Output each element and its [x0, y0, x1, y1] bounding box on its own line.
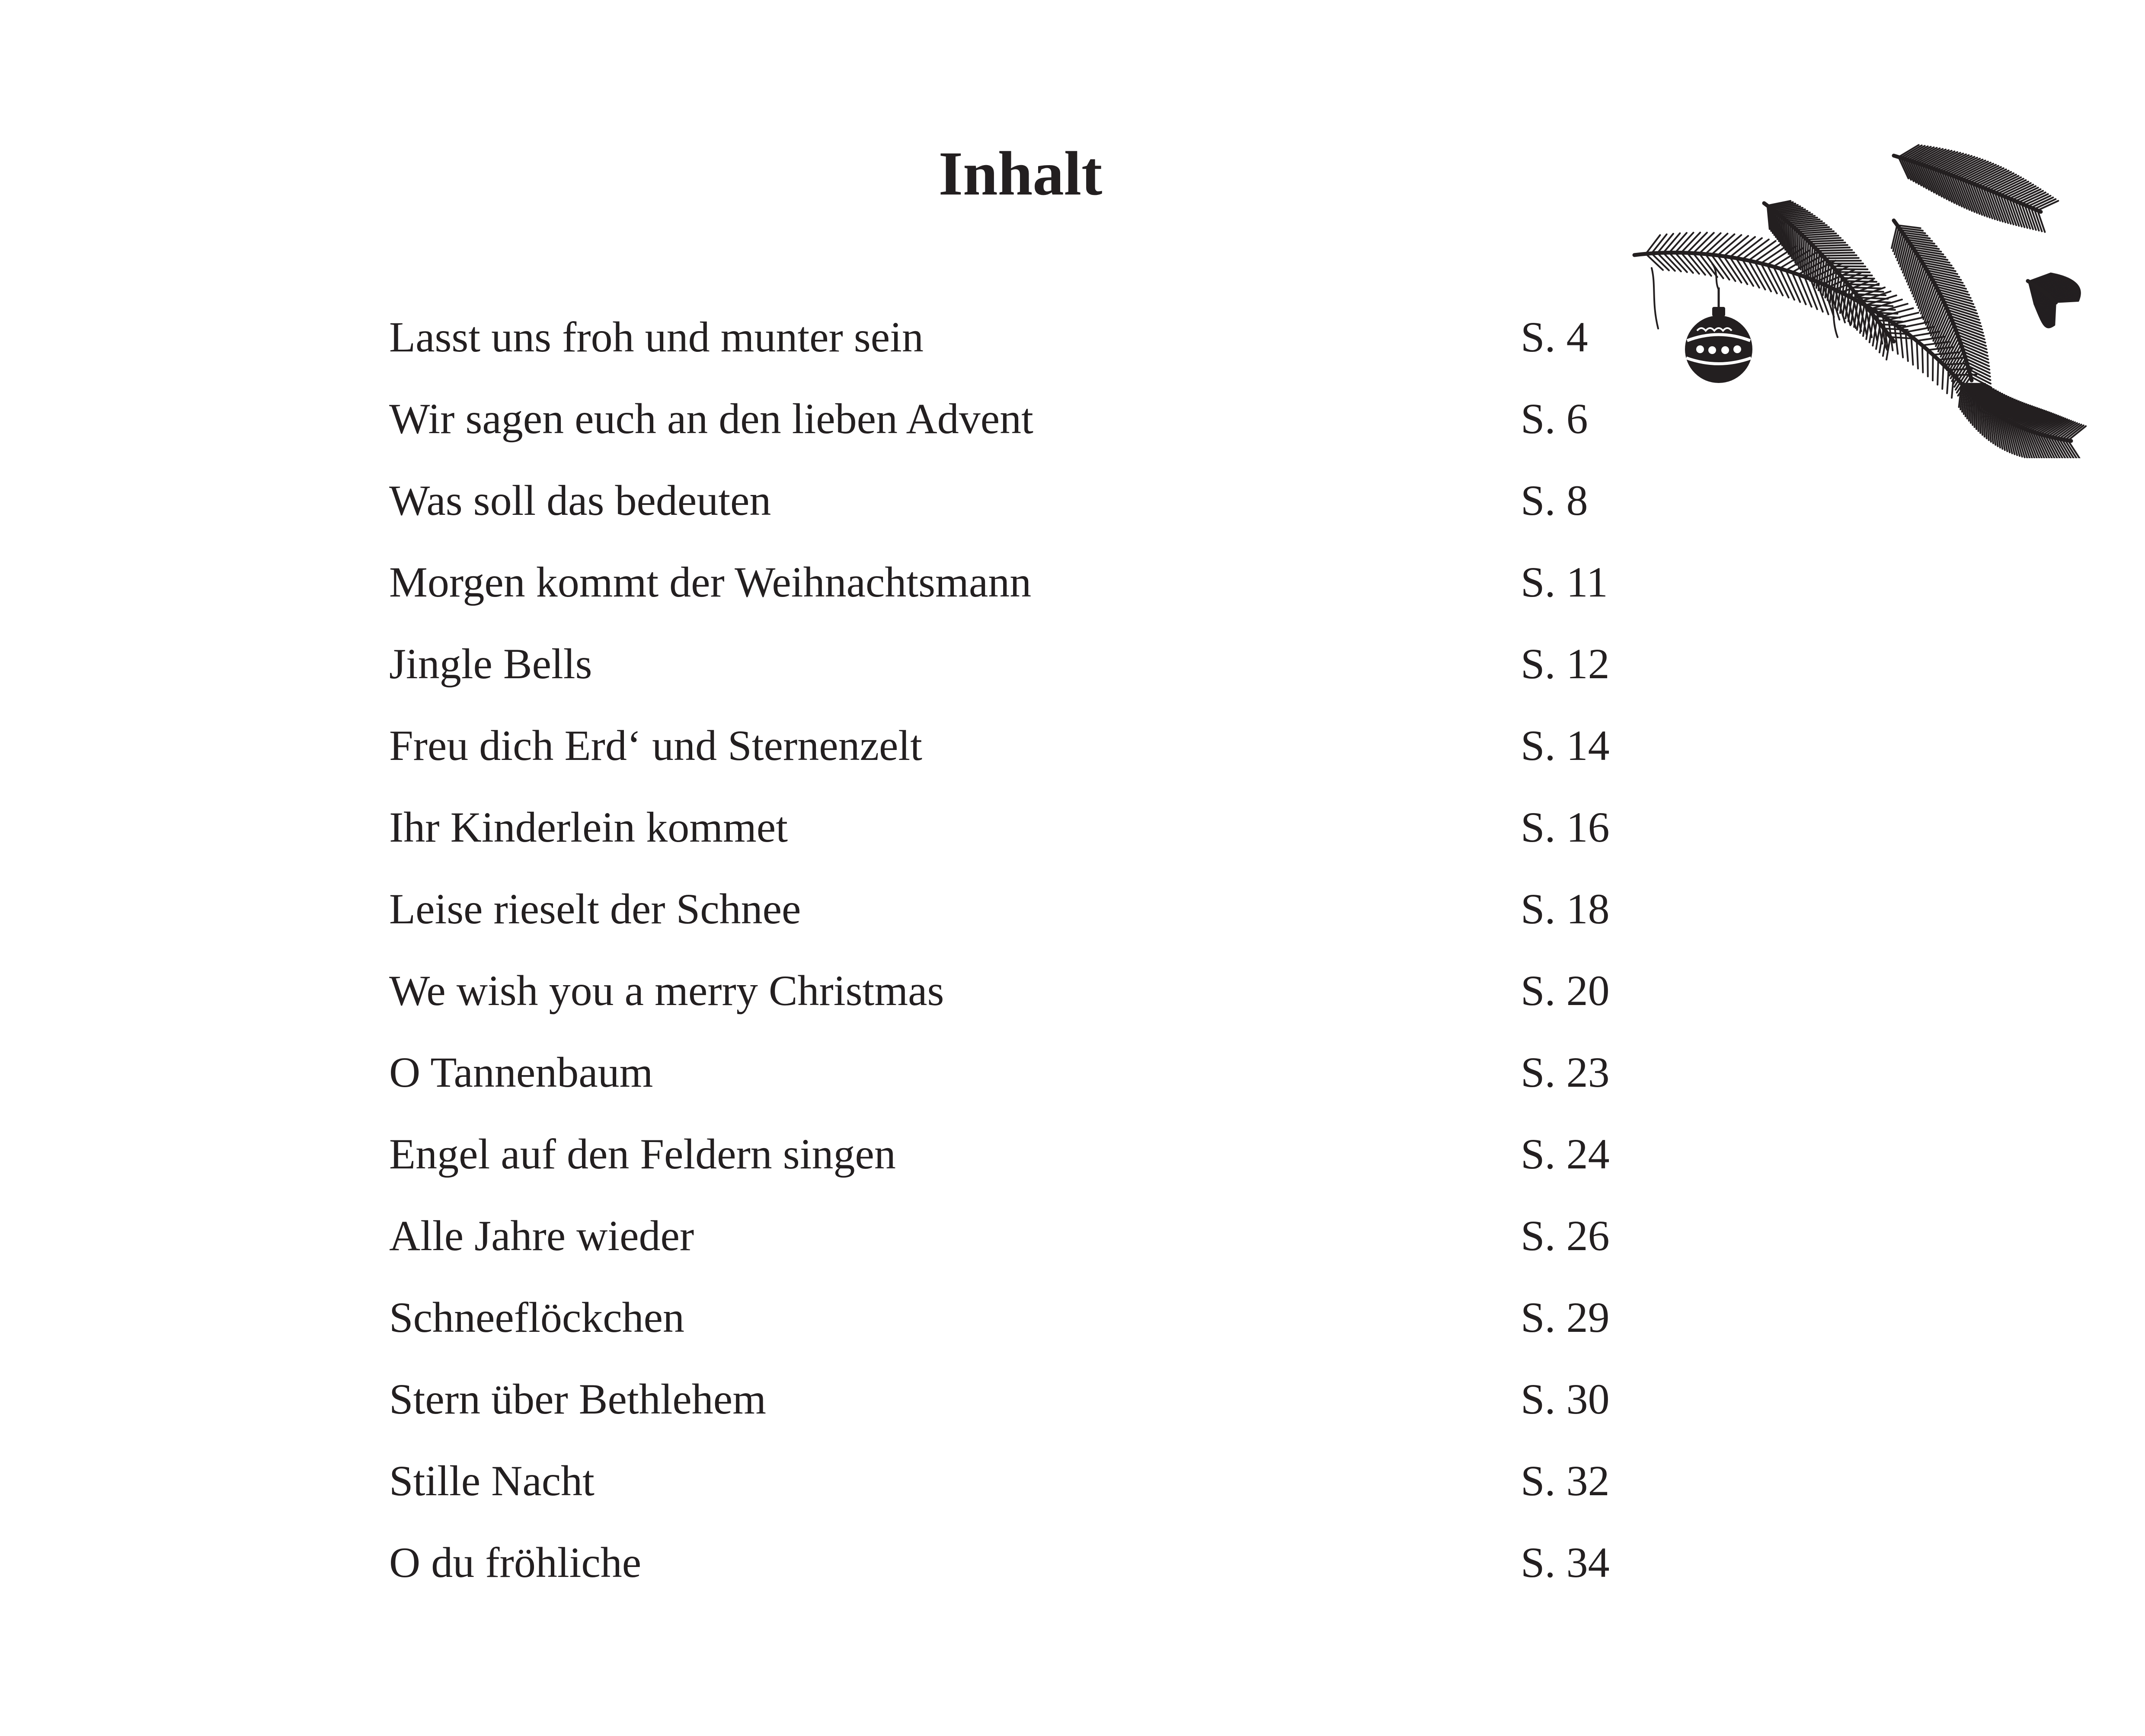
toc-entry [389, 1538, 1643, 1623]
fir-needle [1858, 298, 1888, 299]
toc-entry-title: Stern über Bethlehem [389, 1375, 766, 1423]
fir-needle [1865, 295, 1896, 305]
fir-needle [1806, 238, 1841, 239]
toc-entry-title: Stille Nacht [389, 1457, 595, 1505]
fir-needle [1808, 240, 1843, 242]
toc-entry [389, 1375, 1643, 1459]
fir-needle [1978, 400, 1979, 431]
toc-entry [389, 642, 1643, 724]
fir-needle [1855, 294, 1886, 295]
toc-entry-title: Lasst uns froh und munter sein [389, 313, 924, 361]
fir-needle [1844, 281, 1876, 282]
fir-needle [1815, 248, 1850, 249]
toc-entry-title: Freu dich Erd‘ und Sternenzelt [389, 721, 922, 769]
fir-needle [1817, 250, 1852, 251]
toc-entry-page: S. 34 [1521, 1538, 1610, 1586]
fir-needle [1819, 252, 1854, 253]
fir-needle [1810, 243, 1845, 244]
table-of-contents [389, 313, 1643, 1623]
fir-needle [1964, 386, 1989, 387]
fir-needle [1911, 336, 1913, 365]
fir-needle [1797, 232, 1798, 265]
fir-needle [1942, 365, 1944, 389]
toc-entry-page: S. 18 [1521, 885, 1610, 933]
toc-entry-title: O Tannenbaum [389, 1048, 653, 1096]
toc-entry [389, 313, 1643, 397]
toc-entry-title: Wir sagen euch an den lieben Advent [389, 395, 1033, 443]
toc-entry-title: O du fröhliche [389, 1538, 642, 1586]
fir-needle [1922, 345, 1923, 373]
toc-entry-title: Jingle Bells [389, 640, 592, 688]
toc-entry [389, 1293, 1643, 1378]
toc-entry [389, 721, 1643, 806]
fir-needle [1793, 228, 1794, 261]
toc-entry-page: S. 30 [1521, 1375, 1610, 1423]
christmas-bauble-icon [1685, 287, 1752, 383]
toc-entry [389, 803, 1643, 887]
toc-entry-page: S. 29 [1521, 1293, 1610, 1341]
fir-needle [1800, 236, 1802, 270]
toc-entry-page: S. 4 [1521, 313, 1588, 361]
toc-entry-page: S. 11 [1521, 558, 1608, 606]
fir-branch-icon [1626, 138, 2093, 458]
fir-needle [1850, 287, 1881, 288]
toc-entry-title: Schneeflöckchen [389, 1293, 685, 1341]
toc-entry-page: S. 8 [1521, 476, 1588, 524]
fir-needle [1971, 395, 1972, 423]
toc-entry-page: S. 32 [1521, 1457, 1610, 1505]
fir-needle [1783, 218, 1784, 248]
fir-needle [1972, 396, 1973, 425]
fir-needle [1917, 341, 1918, 368]
fir-needle [1980, 402, 1981, 433]
toc-entry-title: Leise rieselt der Schnee [389, 885, 801, 933]
fir-needle [1795, 230, 1796, 263]
toc-entry-page: S. 14 [1521, 721, 1610, 769]
toc-entry [389, 1459, 1643, 1541]
toc-entry [389, 1214, 1643, 1296]
toc-entry [389, 476, 1643, 561]
toc-entry-page: S. 26 [1521, 1212, 1610, 1260]
fir-needle [1861, 301, 1890, 303]
toc-entry-title: Was soll das bedeuten [389, 476, 771, 524]
toc-entry-title: Morgen kommt der Weihnachtsmann [389, 558, 1032, 606]
fir-needle [1779, 215, 1781, 243]
toc-entry [389, 1048, 1643, 1133]
fir-needle [1781, 217, 1782, 246]
fir-needle [1905, 332, 1908, 361]
toc-entry-page: S. 6 [1521, 395, 1588, 443]
toc-entry [389, 558, 1643, 642]
toc-entry-page: S. 24 [1521, 1130, 1610, 1178]
fir-needle [1813, 245, 1848, 246]
fir-needle [1834, 269, 1867, 270]
toc-entry-title: We wish you a merry Christmas [389, 967, 944, 1015]
toc-entry [389, 397, 1643, 479]
toc-entry-title: Alle Jahre wieder [389, 1212, 694, 1260]
fir-needle [1847, 284, 1879, 285]
fir-needle [1859, 291, 1890, 302]
toc-entry-page: S. 23 [1521, 1048, 1610, 1096]
toc-entry-page: S. 20 [1521, 967, 1610, 1015]
toc-entry-title: Ihr Kinderlein kommet [389, 803, 788, 851]
toc-entry [389, 969, 1643, 1051]
page-title: Inhalt [938, 139, 1103, 208]
toc-entry-page: S. 12 [1521, 640, 1610, 688]
fir-needle [2054, 302, 2055, 325]
fir-needle [1900, 328, 1903, 357]
fir-needle [1853, 291, 1883, 292]
toc-entry-page: S. 16 [1521, 803, 1610, 851]
toc-entry [389, 887, 1643, 969]
toc-entry-title: Engel auf den Feldern singen [389, 1130, 896, 1178]
toc-entry [389, 1130, 1643, 1214]
fir-needle [1937, 360, 1938, 385]
